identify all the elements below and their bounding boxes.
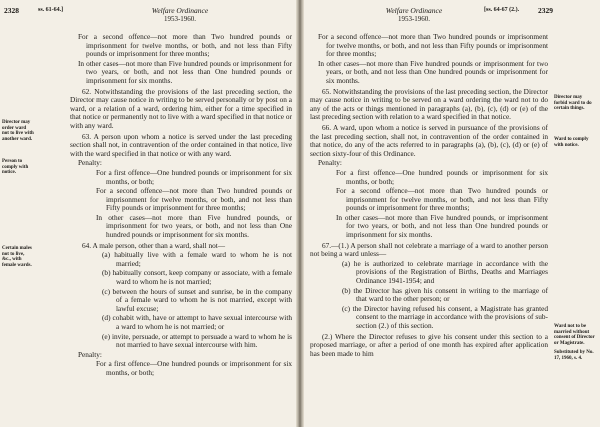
paragraph-b: (b) habitually consort, keep company or associate, with a female ward to whom he is not married; [102,268,292,287]
marginal-note: Director may order ward not to live with another ward. [2,120,34,142]
right-header [302,6,600,32]
penalty-line: In other cases—not more than Five hundred pounds or imprisonment for two years, or both, and not less than One hundred pounds or imprisonment for six months. [78,58,292,85]
page-number: 2328 [4,6,19,15]
marginal-note: Ward to comply with notice. [554,137,589,148]
marginal-note: Director may forbid ward to do certain things. [554,95,592,112]
paragraph-e: (e) invite, persuade, or attempt to persuade a ward to whom he is not married to have sexual intercourse with him. [102,331,292,350]
penalty-heading: Penalty: [78,349,102,359]
sections-reference: [ss. 64-67 (2.). [484,7,520,13]
penalty-heading: Penalty: [78,158,102,168]
section-66: 66. A ward, upon whom a notice is served in pursuance of the provisions of the last preceding section, shall not, in contravention of the order contained in that notice, do any of the acts referred to in paragraphs (a), (b), (c), (d) or (e) of section sixty-four of this Ordinance. [310,122,548,158]
penalty-line: For a second offence—not more than Two hundred pounds or imprisonment for twelve months, or both, and not less than Fifty pounds or imprisonment for three months; [78,32,292,59]
penalty-line: For a first offence—One hundred pounds or imprisonment for six months, or both; [96,359,292,377]
sections-reference: ss. 61-64.] [38,7,64,13]
penalty-heading: Penalty: [318,158,342,168]
section-65: 65. Notwithstanding the provisions of the last preceding section, the Director may cause notice in writing to be served on a ward ordering the ward not to do any of the acts or things mentioned in paragraphs (a), (b), (c), (d) or (e) of the last preceding section with relation to a ward specified in that notice. [310,86,548,122]
running-title [354,6,474,23]
ordinance-years: 1953-1960. [163,15,197,23]
ordinance-title: Welfare Ordinance [151,6,209,15]
penalty-line: For a second offence—not more than Two hundred pounds or imprisonment for twelve months, or both, and not less than Fifty pounds or imprisonment for three months; [336,186,548,213]
section-64: 64. A male person, other than a ward, shall not— [82,240,226,250]
marginal-note: Ward not to be married without consent of Director or Magistrate. [554,324,595,346]
penalty-line: In other cases—not more than Five hundred pounds or imprisonment for two years, or both, and not less than One hundred pounds or imprisonment for six months. [318,58,548,85]
marginal-note: Person to comply with notice. [2,159,29,176]
left-header [0,6,298,32]
paragraph-c: (c) between the hours of sunset and sunrise, be in the company of a female ward to whom he is not married, except with lawful excuse; [102,286,292,313]
left-body-text [70,33,292,379]
penalty-line: For a second offence—not more than Two hundred pounds or imprisonment for twelve months, or both, and not less than Fifty pounds or imprisonment for three months; [96,186,292,213]
paragraph-a: (a) he is authorized to celebrate marriage in accordance with the provisions of the Registration of Births, Deaths and Marriages Ordinance 1941-1954; and [342,258,548,286]
ordinance-title: Welfare Ordinance [385,6,443,15]
penalty-line: For a first offence—One hundred pounds or imprisonment for six months, or both; [96,167,292,186]
penalty-line: In other cases—not more than Five hundred pounds, or imprisonment for two years, or both, and not less than One hundred pounds or imprisonment for six months. [96,212,292,240]
section-62: 62. Notwithstanding the provisions of the last preceding section, the Director may cause notice in writing to be served personally or by post on a ward, or a relation of a ward, ordering him, either for a time specified in that notice or permanently not to live with a ward specified in that notice or with any ward. [70,86,292,130]
left-page [0,0,298,427]
marginal-note: Substituted by No. 17, 1960, s. 4. [554,350,594,361]
page-number: 2329 [538,6,553,15]
running-title [120,6,240,23]
penalty-line: For a first offence—One hundred pounds or imprisonment for six months, or both; [336,167,548,186]
paragraph-d: (d) cohabit with, have or attempt to have sexual intercourse with a ward to whom he is not married; or [102,313,292,331]
right-body-text [310,33,548,359]
penalty-line: In other cases—not more than Five hundred pounds, or imprisonment for two years, or both, and not less than One hundred pounds or imprisonment for six months. [336,212,548,240]
paragraph-a: (a) habitually live with a female ward to whom he is not married; [102,250,292,268]
paragraph-b: (b) the Director has given his consent in writing to the marriage of that ward to the other person; or [342,285,548,304]
section-63: 63. A person upon whom a notice is served under the last preceding section shall not, in contravention of the order contained in that notice, live with the ward specified in that notice or with any ward. [70,131,292,158]
paragraph-c: (c) the Director having refused his consent, a Magistrate has granted consent to the marriage in accordance with the provisions of sub-section (2.) of this section. [342,303,548,330]
penalty-line: For a second offence—not more than Two hundred pounds or imprisonment for twelve months, or both, and not less than Fifty pounds or imprisonment for three months; [318,32,548,59]
marginal-note: Certain males not to live, &c., with female wards. [2,246,32,268]
ordinance-years: 1953-1960. [397,15,431,23]
right-page [302,0,600,427]
section-67: 67.—(1.) A person shall not celebrate a marriage of a ward to another person not being a ward unless— [310,240,548,259]
subsection-2: (2.) Where the Director refuses to give his consent under this section to a proposed marriage, or after a period of one month has expired after application has been made to him [310,331,548,358]
